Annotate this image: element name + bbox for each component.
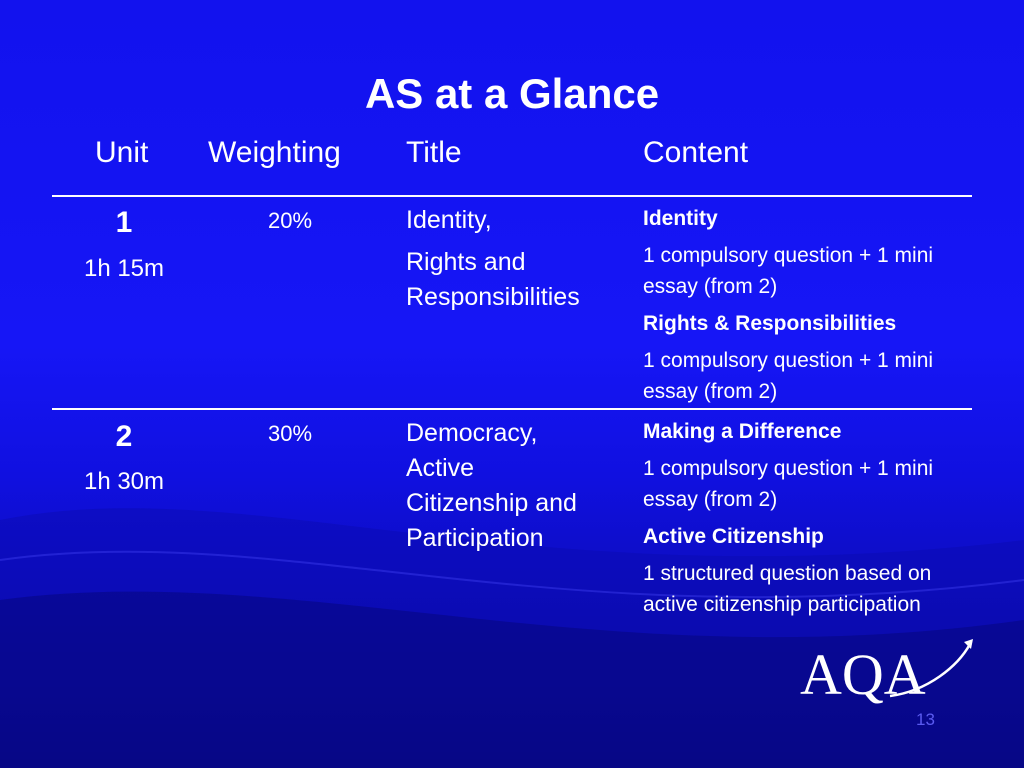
unit-title-line: Democracy, bbox=[406, 419, 538, 447]
unit-title-line: Citizenship and bbox=[406, 489, 577, 517]
header-weighting: Weighting bbox=[208, 136, 341, 169]
unit-content bbox=[643, 416, 963, 626]
unit-weighting: 20% bbox=[268, 208, 313, 233]
unit-title bbox=[406, 203, 621, 315]
aqa-logo-text: AQA bbox=[800, 642, 926, 706]
row-divider bbox=[52, 408, 972, 410]
header-divider bbox=[52, 195, 972, 197]
header-unit: Unit bbox=[95, 136, 149, 169]
page-number: 13 bbox=[916, 710, 935, 729]
content-description: 1 compulsory question + 1 mini essay (from 2) bbox=[643, 349, 934, 403]
unit-title-line: Identity, bbox=[406, 206, 492, 234]
content-heading: Making a Difference bbox=[643, 420, 842, 443]
slide-title: AS at a Glance bbox=[364, 70, 660, 117]
content-description: 1 compulsory question + 1 mini essay (from 2) bbox=[643, 457, 934, 511]
unit-title-line: Active bbox=[406, 454, 475, 482]
unit-duration: 1h 15m bbox=[83, 255, 165, 282]
unit-duration: 1h 30m bbox=[83, 468, 165, 495]
unit-number: 2 bbox=[115, 420, 133, 453]
unit-weighting: 30% bbox=[268, 421, 313, 446]
aqa-logo bbox=[798, 636, 978, 706]
content-description: 1 structured question based on active citizenship participation bbox=[643, 562, 932, 616]
content-heading: Active Citizenship bbox=[643, 525, 824, 548]
unit-number: 1 bbox=[115, 206, 133, 239]
header-content: Content bbox=[643, 136, 749, 169]
unit-title-line: Responsibilities bbox=[406, 283, 580, 311]
content-description: 1 compulsory question + 1 mini essay (from 2) bbox=[643, 244, 934, 298]
unit-title-line: Participation bbox=[406, 524, 544, 552]
unit-content bbox=[643, 203, 963, 413]
header-title: Title bbox=[406, 136, 462, 169]
content-heading: Rights & Responsibilities bbox=[643, 312, 897, 335]
unit-title-line: Rights and bbox=[406, 248, 526, 276]
unit-title bbox=[406, 416, 621, 556]
content-heading: Identity bbox=[643, 207, 718, 230]
